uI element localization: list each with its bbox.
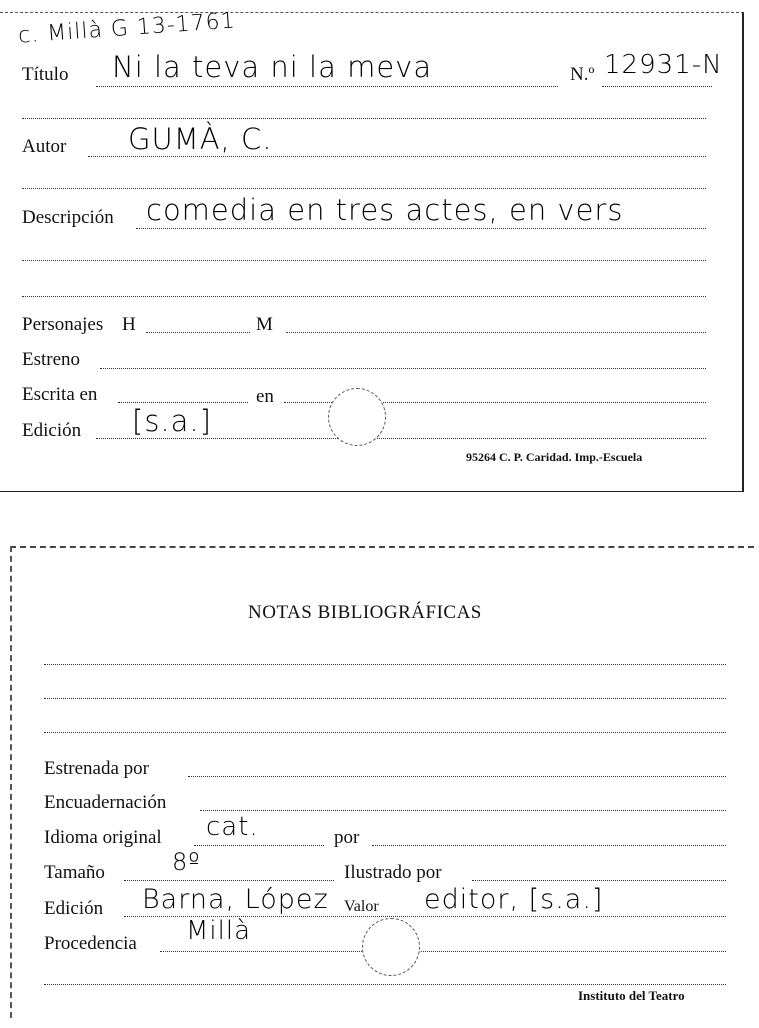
edicion2-value: Barna, López [142,884,329,915]
edicion-line [96,438,706,439]
punch-hole [362,918,420,976]
blank-line [44,698,726,699]
autor-value: GUMÀ, C. [128,122,273,156]
notas-heading: NOTAS BIBLIOGRÁFICAS [248,602,482,623]
encuadernacion-line [200,810,726,811]
tamano-value: 8º [172,848,201,876]
procedencia-value: Millà [186,916,252,946]
blank-line [44,732,726,733]
personajes-h-line [146,332,250,333]
edicion2-label: Edición [44,898,104,919]
handwritten-note: c. Millà G 13-1761 [17,8,237,49]
descripcion-value: comedia en tres actes, en vers [146,193,624,227]
procedencia-line [160,951,726,952]
estreno-label: Estreno [22,349,81,370]
estrenada-label: Estrenada por [44,758,149,779]
tamano-line [124,880,334,881]
printer-imprint: 95264 C. P. Caridad. Imp.-Escuela [466,450,643,464]
por-label: por [334,827,360,848]
personajes-h-label: H [122,314,136,335]
tamano-label: Tamaño [44,862,105,883]
valor-label: Valor [344,898,379,915]
blank-line [22,296,706,297]
idioma-line [194,845,324,846]
idioma-value: cat. [206,812,259,842]
blank-line [44,984,726,985]
encuadernacion-label: Encuadernación [44,792,167,813]
institution-imprint: Instituto del Teatro [578,988,685,1003]
blank-line [22,260,706,261]
ilustrado-line [472,880,726,881]
ilustrado-label: Ilustrado por [344,862,442,883]
edicion-label: Edición [22,420,82,441]
numero-label: N.º [570,64,595,85]
descripcion-line [136,228,706,229]
personajes-label: Personajes [22,314,104,335]
personajes-m-line [286,332,706,333]
autor-label: Autor [22,136,67,157]
edicion-value: [s.a.] [132,404,212,438]
blank-line [22,188,706,189]
numero-line [602,86,712,87]
titulo-line [96,86,558,87]
titulo-label: Título [22,64,69,85]
personajes-m-label: M [256,314,273,335]
escrita-en-label: en [256,386,274,407]
valor-value: editor, [s.a.] [424,884,604,915]
escrita-line [118,402,248,403]
blank-line [44,664,726,665]
autor-line [88,156,706,157]
idioma-label: Idioma original [44,827,162,848]
descripcion-label: Descripción [22,207,114,228]
por-line [372,845,726,846]
estrenada-line [188,776,726,777]
blank-line [22,118,706,119]
numero-value: 12931-N [604,50,723,80]
titulo-value: Ni la teva ni la meva [112,50,433,84]
escrita-label: Escrita en [22,384,98,405]
punch-hole [328,388,386,446]
estreno-line [100,368,706,369]
procedencia-label: Procedencia [44,933,137,954]
